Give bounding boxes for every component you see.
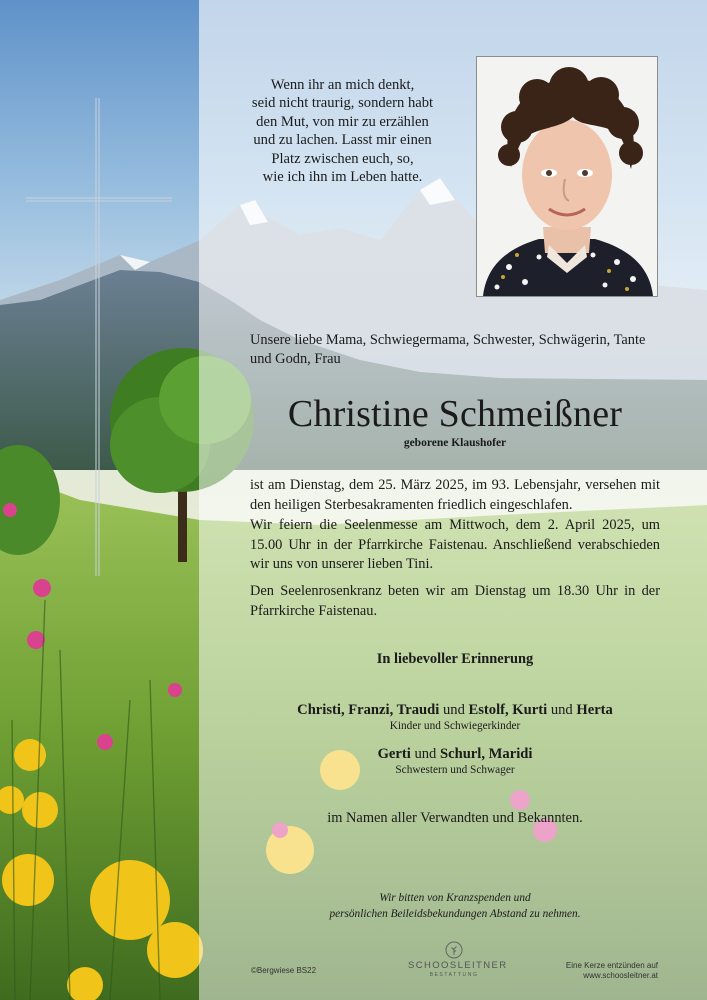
siblings-role: Schwestern und Schwager xyxy=(395,764,515,776)
candle-url[interactable]: www.schoosleitner.at xyxy=(583,971,658,980)
connector: und xyxy=(410,746,440,762)
poem-line: wie ich ihn im Leben hatte. xyxy=(262,169,423,186)
image-credit: ©Bergwiese BS22 xyxy=(251,966,317,975)
logo-tagline: BESTATTUNG xyxy=(429,972,479,978)
children-role: Kinder und Schwiegerkinder xyxy=(389,720,521,732)
poem-line: und zu lachen. Lasst mir einen xyxy=(253,132,432,149)
poem-line: seid nicht traurig, sondern habt xyxy=(251,95,434,112)
logo-name: SCHOOSLEITNER xyxy=(408,960,508,971)
poem-line: Platz zwischen euch, so, xyxy=(271,150,414,167)
closing-line: im Namen aller Verwandten und Bekannten. xyxy=(327,810,583,826)
donation-request xyxy=(250,890,660,922)
connector: und xyxy=(439,702,469,718)
request-line: Wir bitten von Kranzspenden und xyxy=(379,892,531,904)
portrait-illustration xyxy=(477,57,657,296)
poem-line: den Mut, von mir zu erzählen xyxy=(256,113,429,130)
request-line: persönlichen Beileidsbekundungen Abstand zu nehmen. xyxy=(329,908,581,920)
children-names: Christi, Franzi, Traudi xyxy=(297,702,440,718)
children-names: Estolf, Kurti xyxy=(468,702,548,718)
mourners-siblings xyxy=(250,746,660,763)
cross-icon xyxy=(24,98,174,578)
sibling-names: Gerti xyxy=(377,746,411,762)
mass-announcement: Wir feiern die Seelenmesse am Mittwoch, dem 2. April 2025, um 15.00 Uhr in der Pfarrkirche Faistenau. Anschließend verabschieden wir uns von unserer lieben Tini. xyxy=(250,517,660,573)
intro-line: Unsere liebe Mama, Schwiegermama, Schwester, Schwägerin, Tante xyxy=(250,332,646,348)
intro-text xyxy=(250,331,660,369)
poem-line: Wenn ihr an mich denkt, xyxy=(270,77,415,93)
portrait-photo xyxy=(476,56,658,297)
tree-logo-icon xyxy=(445,941,463,959)
funeral-home-logo xyxy=(408,941,508,979)
intro-line: und Godn, Frau xyxy=(250,351,341,367)
deceased-name: Christine Schmeißner xyxy=(287,393,623,435)
candle-link[interactable] xyxy=(548,961,658,981)
mourners-children xyxy=(250,702,660,719)
connector: und xyxy=(547,702,577,718)
sibling-names: Schurl, Maridi xyxy=(439,746,533,762)
birth-name: geborene Klaushofer xyxy=(403,437,507,449)
poem xyxy=(215,76,470,186)
memory-heading: In liebevoller Erinnerung xyxy=(376,651,534,667)
candle-text: Eine Kerze entzünden auf xyxy=(565,961,658,970)
death-announcement: ist am Dienstag, dem 25. März 2025, im 93. Lebensjahr, versehen mit den heiligen Sterbesakramenten friedlich eingeschlafen. xyxy=(250,477,660,513)
rosary-announcement: Den Seelenrosenkranz beten wir am Dienstag um 18.30 Uhr in der Pfarrkirche Faistenau. xyxy=(250,583,660,619)
children-names: Herta xyxy=(576,702,613,718)
